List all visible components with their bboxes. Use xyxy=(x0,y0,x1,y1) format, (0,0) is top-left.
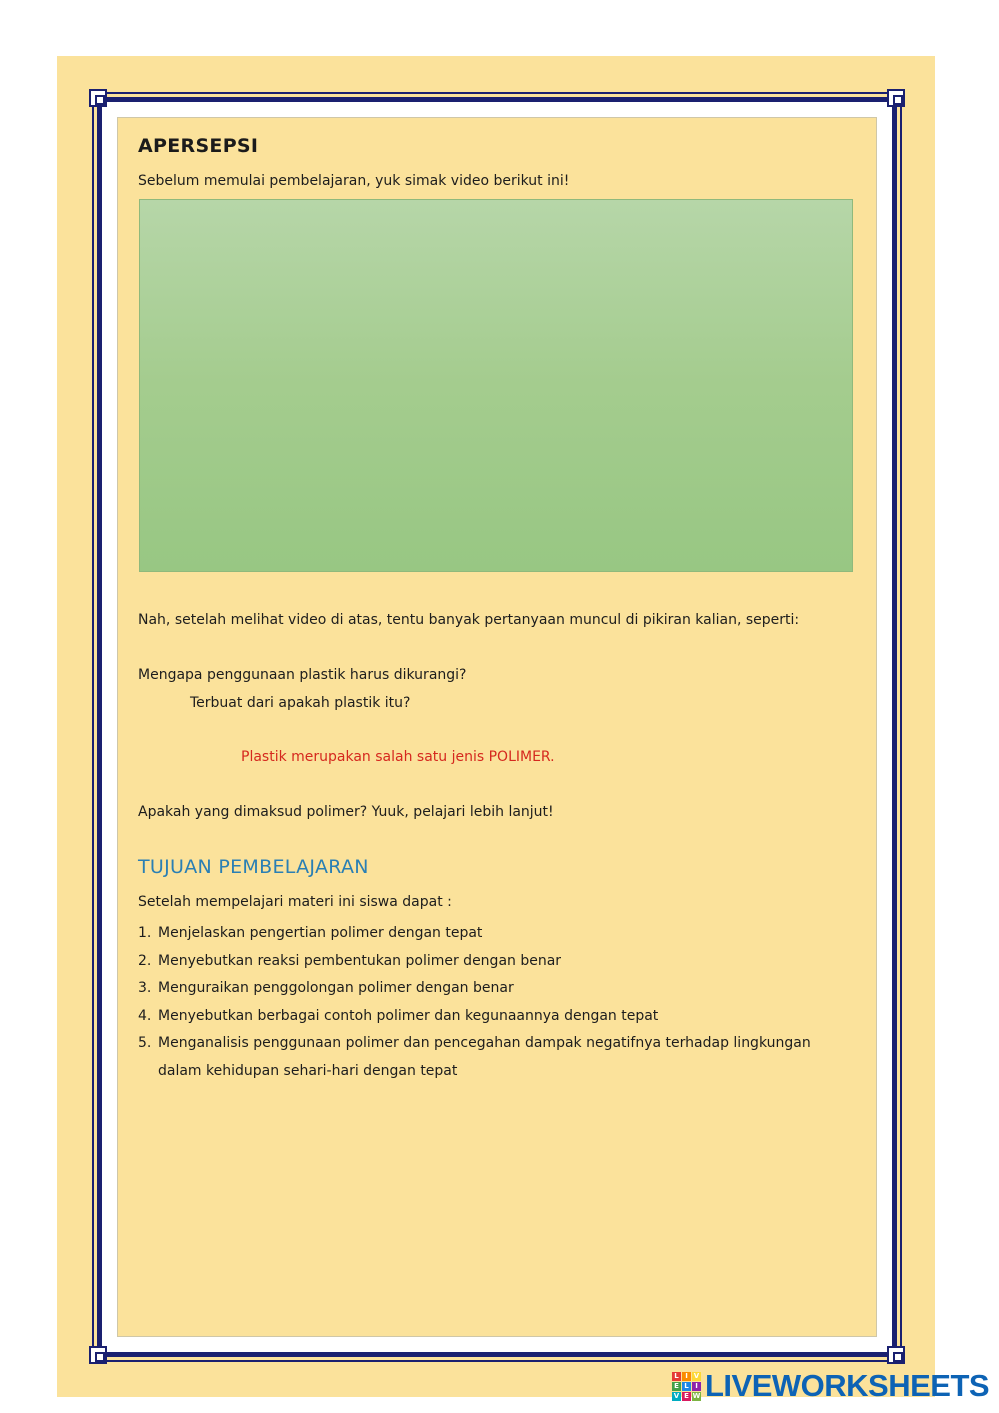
list-item-text: Menganalisis penggunaan polimer dan pencegahan dampak negatifnya terhadap lingkungan dalam kehidupan sehari-hari dengan tepat xyxy=(158,1035,811,1079)
discussion-paragraph: Nah, setelah melihat video di atas, tentu banyak pertanyaan muncul di pikiran kalian, seperti: xyxy=(138,612,800,628)
corner-ornament-bottom-left xyxy=(89,1346,107,1364)
list-item-text: Menguraikan penggolongan polimer dengan benar xyxy=(158,980,514,996)
liveworksheets-logo-text: LIVEWORKSHEETS xyxy=(705,1368,990,1403)
logo-mark-letter: E xyxy=(682,1392,691,1401)
apersepsi-heading: APERSEPSI xyxy=(138,135,259,157)
logo-mark-letter: L xyxy=(682,1382,691,1391)
highlight-statement: Plastik merupakan salah satu jenis POLIMER. xyxy=(241,749,555,765)
question-2: Terbuat dari apakah plastik itu? xyxy=(190,695,411,711)
liveworksheets-logo xyxy=(672,1369,989,1403)
list-item-number: 4. xyxy=(138,1007,152,1024)
logo-mark-letter: V xyxy=(673,1391,680,1400)
logo-mark-letter: V xyxy=(693,1371,700,1380)
corner-ornament-top-right xyxy=(887,89,905,107)
logo-mark-letter: L xyxy=(672,1372,681,1381)
logo-mark-letter: W xyxy=(692,1391,701,1400)
list-item xyxy=(138,975,854,1003)
logo-mark-letter: E xyxy=(672,1382,681,1391)
list-item-number: 3. xyxy=(138,980,152,996)
tujuan-heading: TUJUAN PEMBELAJARAN xyxy=(138,856,369,878)
question-1: Mengapa penggunaan plastik harus dikurangi? xyxy=(138,667,467,683)
logo-mark-letter: I xyxy=(682,1372,691,1381)
list-item-number: 5. xyxy=(138,1035,152,1051)
apersepsi-intro: Sebelum memulai pembelajaran, yuk simak video berikut ini! xyxy=(138,173,570,189)
invitation-paragraph: Apakah yang dimaksud polimer? Yuuk, pelajari lebih lanjut! xyxy=(138,804,554,820)
list-item xyxy=(138,948,854,976)
list-item xyxy=(138,1003,854,1031)
list-item-number: 1. xyxy=(138,925,152,941)
list-item-text: Menjelaskan pengertian polimer dengan tepat xyxy=(158,925,483,941)
list-item-text: Menyebutkan berbagai contoh polimer dan kegunaannya dengan tepat xyxy=(158,1007,659,1024)
list-item-number: 2. xyxy=(138,952,152,969)
list-item-text: Menyebutkan reaksi pembentukan polimer dengan benar xyxy=(158,952,562,969)
list-item xyxy=(138,920,854,948)
logo-mark-letter: I xyxy=(692,1382,701,1391)
list-item xyxy=(138,1030,854,1085)
objectives-list xyxy=(138,920,854,1085)
corner-ornament-bottom-right xyxy=(887,1346,905,1364)
corner-ornament-top-left xyxy=(89,89,107,107)
video-placeholder[interactable] xyxy=(139,199,853,572)
liveworksheets-logo-icon xyxy=(672,1372,701,1401)
tujuan-intro: Setelah mempelajari materi ini siswa dapat : xyxy=(138,894,452,910)
